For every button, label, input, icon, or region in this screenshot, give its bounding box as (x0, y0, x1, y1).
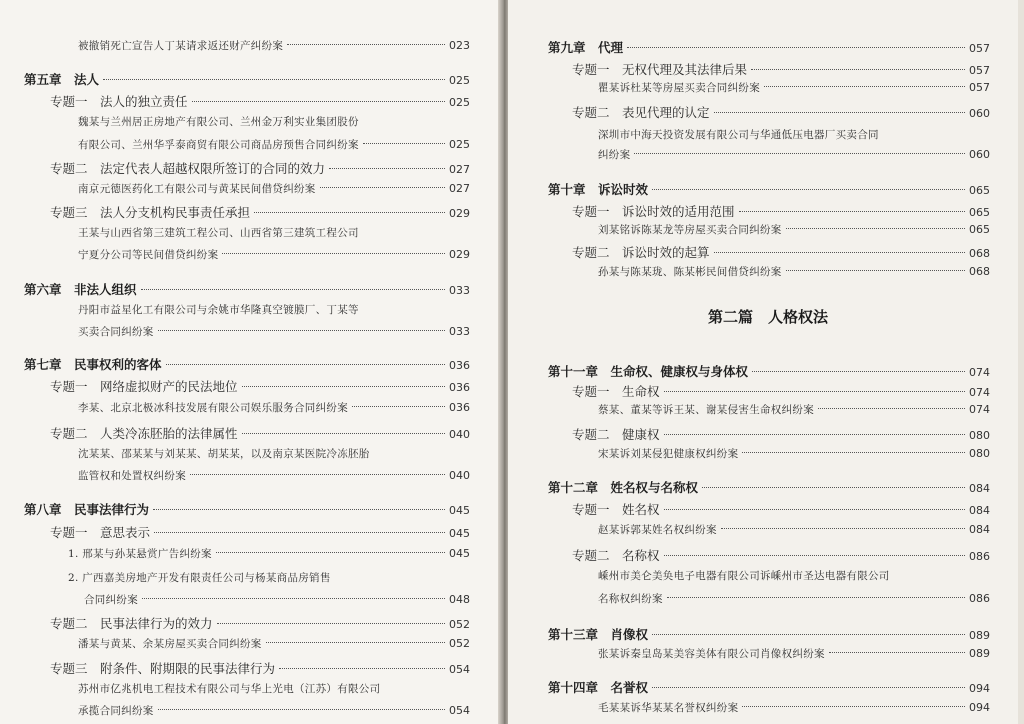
toc-chapter-title: 第五章 法人 (24, 72, 100, 87)
page-number: 054 (449, 704, 470, 717)
toc-case-row (78, 38, 470, 53)
toc-chapter-title: 第十三章 肖像权 (548, 627, 649, 642)
toc-chapter-row (548, 38, 990, 56)
toc-topic-title: 专题二 民事法律行为的效力 (50, 616, 213, 631)
leader-dots (222, 253, 445, 254)
toc-topic-row (572, 243, 990, 261)
page-number: 074 (969, 386, 990, 399)
page-number: 089 (969, 647, 990, 660)
leader-dots (254, 212, 445, 213)
toc-topic-row (50, 377, 470, 395)
leader-dots (190, 474, 445, 475)
toc-topic-row (572, 546, 990, 564)
leader-dots (714, 112, 965, 113)
toc-case-title: 1. 邢某与孙某悬赏广告纠纷案 (68, 548, 212, 560)
toc-case-title: 蔡某、董某等诉王某、谢某侵害生命权纠纷案 (598, 404, 814, 416)
toc-case-title: 深圳市中海天投资发展有限公司与华通低压电器厂买卖合同 (598, 129, 879, 141)
leader-dots (279, 668, 445, 669)
toc-topic-row (572, 60, 990, 78)
part-heading: 第二篇 人格权法 (708, 308, 829, 326)
page-number: 074 (969, 403, 990, 416)
page-number: 036 (449, 381, 470, 394)
toc-topic-title: 专题一 诉讼时效的适用范围 (572, 204, 735, 219)
toc-chapter-row (24, 500, 470, 518)
page-number: 065 (969, 223, 990, 236)
page-number: 025 (449, 138, 470, 151)
leader-dots (664, 555, 965, 556)
toc-case-title: 嵊州市美仑美奂电子电器有限公司诉嵊州市圣达电器有限公司 (598, 570, 890, 582)
leader-dots (287, 44, 445, 45)
leader-dots (320, 187, 445, 188)
leader-dots (192, 101, 445, 102)
toc-topic-title: 专题二 表见代理的认定 (572, 105, 710, 120)
page-number: 094 (969, 682, 990, 695)
toc-topic-row (50, 523, 470, 541)
leader-dots (158, 709, 445, 710)
page-number: 048 (449, 593, 470, 606)
page-number: 068 (969, 265, 990, 278)
toc-case-title: 2. 广西嘉美房地产开发有限责任公司与杨某商品房销售 (68, 572, 331, 584)
toc-case-row (598, 591, 990, 606)
toc-case-title: 王某与山西省第三建筑工程公司、山西省第三建筑工程公司 (78, 227, 359, 239)
leader-dots (818, 408, 965, 409)
leader-dots (829, 652, 965, 653)
page-number: 040 (449, 469, 470, 482)
leader-dots (786, 228, 965, 229)
leader-dots (363, 143, 445, 144)
page-number: 086 (969, 592, 990, 605)
leader-dots (103, 79, 445, 80)
right-page (508, 0, 1024, 724)
page-number: 027 (449, 182, 470, 195)
page-edge (1018, 0, 1024, 724)
toc-topic-title: 专题一 无权代理及其法律后果 (572, 62, 748, 77)
toc-topic-row (572, 103, 990, 121)
leader-dots (158, 330, 445, 331)
page-number: 029 (449, 207, 470, 220)
page-number: 065 (969, 206, 990, 219)
leader-dots (652, 189, 965, 190)
toc-case-row (598, 522, 990, 537)
toc-topic-title: 专题一 生命权 (572, 384, 660, 399)
page-number: 036 (449, 401, 470, 414)
page-number: 040 (449, 428, 470, 441)
leader-dots (652, 634, 965, 635)
page-number: 023 (449, 39, 470, 52)
toc-case-title: 张某诉秦皇岛某美容美体有限公司肖像权纠纷案 (598, 648, 825, 660)
toc-case-title: 有限公司、兰州华孚泰商贸有限公司商品房预售合同纠纷案 (78, 139, 359, 151)
toc-case-row (598, 222, 990, 237)
toc-chapter-row (548, 625, 990, 643)
page-number: 033 (449, 284, 470, 297)
toc-case-title: 买卖合同纠纷案 (78, 326, 154, 338)
page-number: 086 (969, 550, 990, 563)
leader-dots (627, 47, 965, 48)
leader-dots (751, 69, 965, 70)
leader-dots (329, 168, 445, 169)
toc-chapter-title: 第八章 民事法律行为 (24, 502, 150, 517)
toc-case-title: 赵某诉郭某姓名权纠纷案 (598, 524, 717, 536)
leader-dots (217, 623, 445, 624)
page-number: 057 (969, 81, 990, 94)
leader-dots (702, 487, 965, 488)
toc-chapter-row (548, 362, 990, 380)
toc-chapter-title: 第七章 民事权利的客体 (24, 357, 162, 372)
toc-case-title: 承揽合同纠纷案 (78, 705, 154, 717)
toc-topic-title: 专题一 法人的独立责任 (50, 94, 188, 109)
toc-case-title: 丹阳市益星化工有限公司与余姚市华隆真空镀膜厂、丁某等 (78, 304, 359, 316)
leader-dots (786, 270, 965, 271)
page-number: 025 (449, 96, 470, 109)
leader-dots (664, 509, 965, 510)
toc-case-title: 被撤销死亡宣告人丁某请求返还财产纠纷案 (78, 40, 284, 52)
toc-case-title: 魏某与兰州居正房地产有限公司、兰州金万利实业集团股份 (78, 116, 359, 128)
page-number: 084 (969, 523, 990, 536)
toc-case-row (78, 324, 470, 339)
toc-topic-row (50, 159, 470, 177)
leader-dots (742, 452, 965, 453)
toc-topic-row (572, 202, 990, 220)
leader-dots (667, 597, 965, 598)
toc-topic-row (572, 382, 990, 400)
toc-case-row (78, 137, 470, 152)
toc-chapter-row (548, 678, 990, 696)
toc-chapter-row (24, 70, 470, 88)
toc-topic-row (50, 203, 470, 221)
toc-topic-title: 专题三 法人分支机构民事责任承担 (50, 205, 251, 220)
toc-case-row (598, 446, 990, 461)
toc-topic-title: 专题二 诉讼时效的起算 (572, 245, 710, 260)
toc-topic-title: 专题二 名称权 (572, 548, 660, 563)
toc-case-row (598, 700, 990, 715)
page-number: 052 (449, 637, 470, 650)
page-number: 068 (969, 247, 990, 260)
page-number: 080 (969, 447, 990, 460)
leader-dots (742, 706, 965, 707)
toc-case-row (598, 147, 990, 162)
page-number: 029 (449, 248, 470, 261)
toc-case-title: 瞿某诉杜某等房屋买卖合同纠纷案 (598, 82, 760, 94)
page-number: 033 (449, 325, 470, 338)
leader-dots (266, 642, 445, 643)
toc-topic-title: 专题二 人类冷冻胚胎的法律属性 (50, 426, 238, 441)
page-number: 065 (969, 184, 990, 197)
toc-case-title: 宋某诉刘某侵犯健康权纠纷案 (598, 448, 739, 460)
toc-case-title: 名称权纠纷案 (598, 593, 663, 605)
toc-case-row (598, 80, 990, 95)
leader-dots (242, 386, 445, 387)
toc-case-row (78, 400, 470, 415)
toc-case-title: 监管权和处置权纠纷案 (78, 470, 186, 482)
toc-case-title: 毛某某诉华某某名誉权纠纷案 (598, 702, 739, 714)
toc-topic-row (50, 614, 470, 632)
toc-topic-title: 专题二 法定代表人超越权限所签订的合同的效力 (50, 161, 326, 176)
toc-chapter-title: 第十二章 姓名权与名称权 (548, 480, 699, 495)
toc-topic-title: 专题二 健康权 (572, 427, 660, 442)
leader-dots (652, 687, 965, 688)
toc-chapter-row (24, 280, 470, 298)
page-number: 045 (449, 504, 470, 517)
page-number: 045 (449, 527, 470, 540)
leader-dots (764, 86, 965, 87)
toc-case-row (598, 402, 990, 417)
toc-chapter-row (548, 180, 990, 198)
toc-case-title: 李某、北京北极冰科技发展有限公司娱乐服务合同纠纷案 (78, 402, 348, 414)
toc-case-title: 苏州市亿兆机电工程技术有限公司与华上光电（江苏）有限公司 (78, 683, 381, 695)
toc-chapter-title: 第九章 代理 (548, 40, 624, 55)
page-number: 089 (969, 629, 990, 642)
toc-topic-row (572, 425, 990, 443)
page-number: 057 (969, 64, 990, 77)
toc-case-row (598, 264, 990, 279)
leader-dots (634, 153, 965, 154)
page-number: 052 (449, 618, 470, 631)
toc-case-title: 纠纷案 (598, 149, 631, 161)
page-number: 074 (969, 366, 990, 379)
leader-dots (166, 364, 445, 365)
page-number: 060 (969, 107, 990, 120)
leader-dots (664, 434, 965, 435)
toc-case-title: 宁夏分公司等民间借贷纠纷案 (78, 249, 219, 261)
leader-dots (216, 552, 445, 553)
toc-chapter-row (548, 478, 990, 496)
toc-chapter-title: 第十四章 名誉权 (548, 680, 649, 695)
toc-case-row (78, 468, 470, 483)
page-number: 057 (969, 42, 990, 55)
page-number: 060 (969, 148, 990, 161)
leader-dots (141, 289, 445, 290)
page-number: 084 (969, 482, 990, 495)
leader-dots (721, 528, 965, 529)
toc-topic-title: 专题一 意思表示 (50, 525, 151, 540)
page-number: 027 (449, 163, 470, 176)
page-number: 045 (449, 547, 470, 560)
toc-chapter-row (24, 355, 470, 373)
page-number: 094 (969, 701, 990, 714)
toc-topic-row (50, 424, 470, 442)
toc-topic-row (50, 659, 470, 677)
toc-case-row (78, 703, 470, 718)
page-number: 080 (969, 429, 990, 442)
leader-dots (739, 211, 965, 212)
leader-dots (352, 406, 445, 407)
leader-dots (153, 509, 445, 510)
toc-topic-title: 专题三 附条件、附期限的民事法律行为 (50, 661, 276, 676)
leader-dots (664, 391, 965, 392)
leader-dots (142, 598, 445, 599)
toc-topic-title: 专题一 网络虚拟财产的民法地位 (50, 379, 238, 394)
toc-case-row (68, 546, 470, 561)
toc-case-title: 南京元德医药化工有限公司与黄某民间借贷纠纷案 (78, 183, 316, 195)
toc-chapter-title: 第十章 诉讼时效 (548, 182, 649, 197)
leader-dots (154, 532, 445, 533)
page-number: 084 (969, 504, 990, 517)
toc-case-row (78, 181, 470, 196)
toc-chapter-title: 第六章 非法人组织 (24, 282, 137, 297)
toc-case-row (598, 646, 990, 661)
toc-case-row (78, 636, 470, 651)
toc-topic-row (572, 500, 990, 518)
page-number: 036 (449, 359, 470, 372)
toc-topic-row (50, 92, 470, 110)
toc-case-title: 刘某铭诉陈某龙等房屋买卖合同纠纷案 (598, 224, 782, 236)
toc-case-title: 合同纠纷案 (84, 594, 138, 606)
page-number: 054 (449, 663, 470, 676)
toc-case-title: 孙某与陈某珑、陈某彬民间借贷纠纷案 (598, 266, 782, 278)
leader-dots (752, 371, 965, 372)
toc-case-row (78, 247, 470, 262)
left-page (0, 0, 500, 724)
leader-dots (242, 433, 445, 434)
toc-case-title: 潘某与黄某、余某房屋买卖合同纠纷案 (78, 638, 262, 650)
toc-chapter-title: 第十一章 生命权、健康权与身体权 (548, 364, 749, 379)
toc-case-row (84, 592, 470, 607)
page-number: 025 (449, 74, 470, 87)
toc-case-title: 沈某某、邵某某与刘某某、胡某某，以及南京某医院冷冻胚胎 (78, 448, 370, 460)
toc-topic-title: 专题一 姓名权 (572, 502, 660, 517)
leader-dots (714, 252, 965, 253)
